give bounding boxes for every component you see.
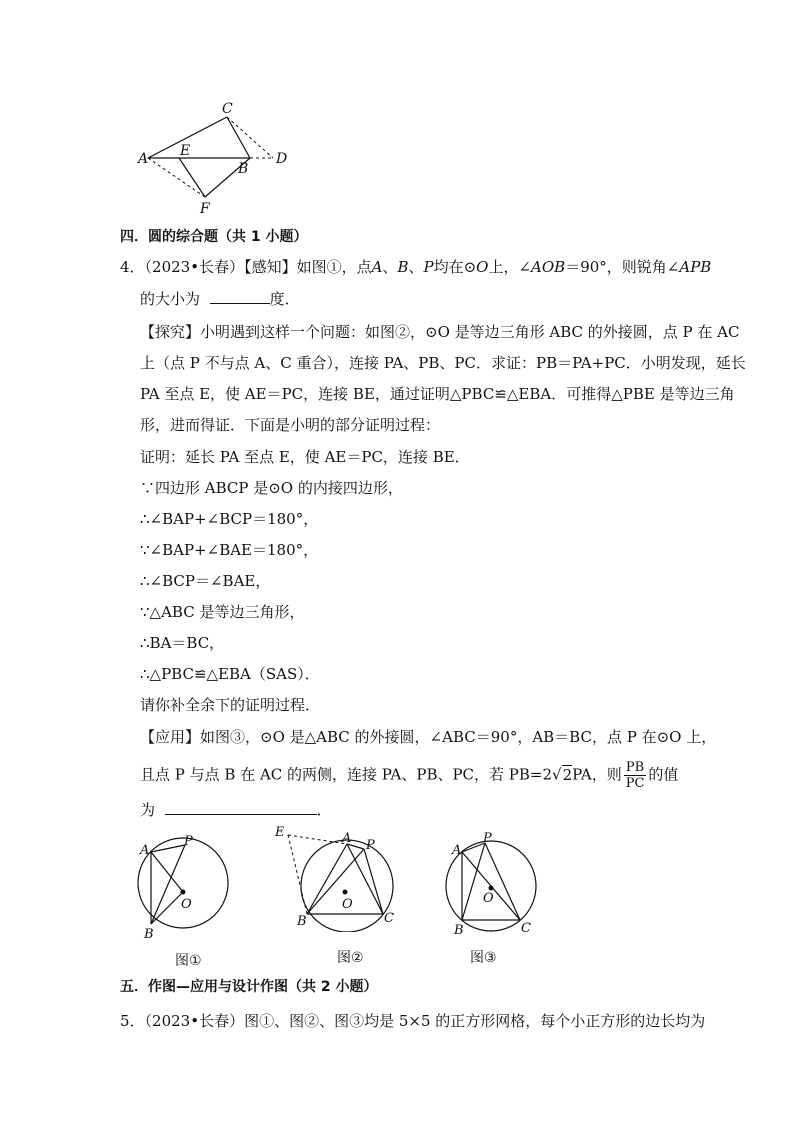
q4-text: 的大小为	[140, 290, 201, 308]
label-e: E	[180, 143, 191, 159]
figure-1	[130, 830, 250, 945]
q4-text: 上，∠	[488, 258, 532, 276]
frac-numerator: PB	[624, 760, 647, 776]
q4-line5: PA 至点 E，使 AE＝PC，连接 BE，通过证明△PBC≌△EBA．可推得△PBE 是等边三角	[140, 385, 735, 403]
q4-text: 且点 P 与点 B 在 AC 的两侧，连接 PA、PB、PC，若 PB=2	[140, 765, 553, 784]
f1-label-a: A	[140, 843, 150, 858]
figure-1-caption: 图①	[175, 953, 202, 969]
f2-label-o: O	[342, 897, 353, 912]
section5-heading: 五．作图—应用与设计作图（共 2 小题）	[120, 979, 378, 995]
figure-3-caption: 图③	[470, 950, 497, 966]
f1-label-o: O	[181, 897, 192, 912]
figure-2	[270, 822, 410, 932]
q4-line17: 且点 P 与点 B 在 AC 的两侧，连接 PA、PB、PC，若 PB=2√2PA，则 $\frac{PB}{PC}$ 的值	[140, 760, 679, 791]
q4-text: ．	[316, 801, 332, 819]
frac-denominator: PC	[625, 776, 645, 791]
label-a: A	[138, 151, 149, 167]
q5-line1: 5．（2023•长春）图①、图②、图③均是 5×5 的正方形网格，每个小正方形的边长均为	[120, 1012, 706, 1030]
q4-line6: 形，进而得证．下面是小明的部分证明过程：	[140, 416, 441, 434]
f2-label-b: B	[297, 914, 307, 929]
q4-text: 为	[140, 801, 156, 819]
q4-line12: ∵△ABC 是等边三角形，	[140, 603, 305, 621]
sqrt-value: 2	[562, 765, 573, 784]
q4-text: PA，则	[572, 765, 622, 784]
fraction-pb-pc	[624, 760, 647, 791]
f3-label-b: B	[454, 923, 464, 938]
section4-heading: 四．圆的综合题（共 1 小题）	[120, 229, 308, 245]
f2-label-a: A	[342, 831, 352, 846]
q4-text: 4．（2023•长春）【感知】如图①，点	[120, 258, 372, 276]
q4-line9: ∴∠BAP+∠BCP＝180°，	[140, 510, 319, 528]
q4-text: 度．	[269, 290, 300, 308]
q4-line1: 4．（2023•长春）【感知】如图①，点A、B、P均在⊙O上，∠AOB＝90°，则锐角∠APB	[120, 258, 712, 276]
label-b: B	[238, 161, 249, 177]
figure-2-caption: 图②	[337, 950, 364, 966]
f2-label-e: E	[275, 825, 285, 840]
q4-line10: ∵∠BAP+∠BAE＝180°，	[140, 541, 319, 559]
figure-quadrilateral	[130, 95, 300, 220]
q4-line8: ∵四边形 ABCP 是⊙O 的内接四边形，	[140, 479, 403, 497]
label-d: D	[276, 151, 288, 167]
q4-text: ＝90°，则锐角∠	[565, 258, 680, 276]
f3-label-c: C	[521, 921, 531, 936]
q4-line11: ∴∠BCP＝∠BAE，	[140, 572, 271, 590]
label-f: F	[200, 201, 210, 217]
q4-line14: ∴△PBC≌△EBA（SAS）．	[140, 665, 320, 683]
q4-line18	[140, 799, 332, 821]
f3-label-p: P	[483, 831, 492, 846]
q4-line4: 上（点 P 不与点 A、C 重合），连接 PA、PB、PC．求证：PB＝PA+PC．小明发现，延长	[140, 354, 746, 372]
q4-line13: ∴BA＝BC，	[140, 634, 225, 652]
q4-line7: 证明：延长 PA 至点 E，使 AE＝PC，连接 BE．	[140, 448, 470, 466]
f2-label-c: C	[384, 911, 394, 926]
q4-line3: 【探究】小明遇到这样一个问题：如图②，⊙O 是等边三角形 ABC 的外接圆，点 P 在 AC	[140, 323, 740, 341]
f1-label-p: P	[184, 834, 193, 849]
f3-label-o: O	[483, 891, 494, 906]
answer-blank-2[interactable]	[165, 800, 317, 815]
label-c: C	[222, 101, 233, 117]
answer-blank-1[interactable]	[210, 289, 270, 304]
q4-line16: 【应用】如图③，⊙O 是△ABC 的外接圆，∠ABC＝90°，AB＝BC，点 P 在⊙O 上，	[140, 728, 717, 746]
f1-label-b: B	[144, 927, 154, 942]
q4-text: 的值	[648, 765, 679, 784]
q4-line15: 请你补全余下的证明过程．	[140, 696, 321, 714]
q4-line2	[140, 288, 300, 310]
q4-text: 均在⊙	[433, 258, 477, 276]
f2-label-p: P	[366, 838, 375, 853]
figure-3	[445, 830, 565, 940]
f3-label-a: A	[452, 843, 462, 858]
